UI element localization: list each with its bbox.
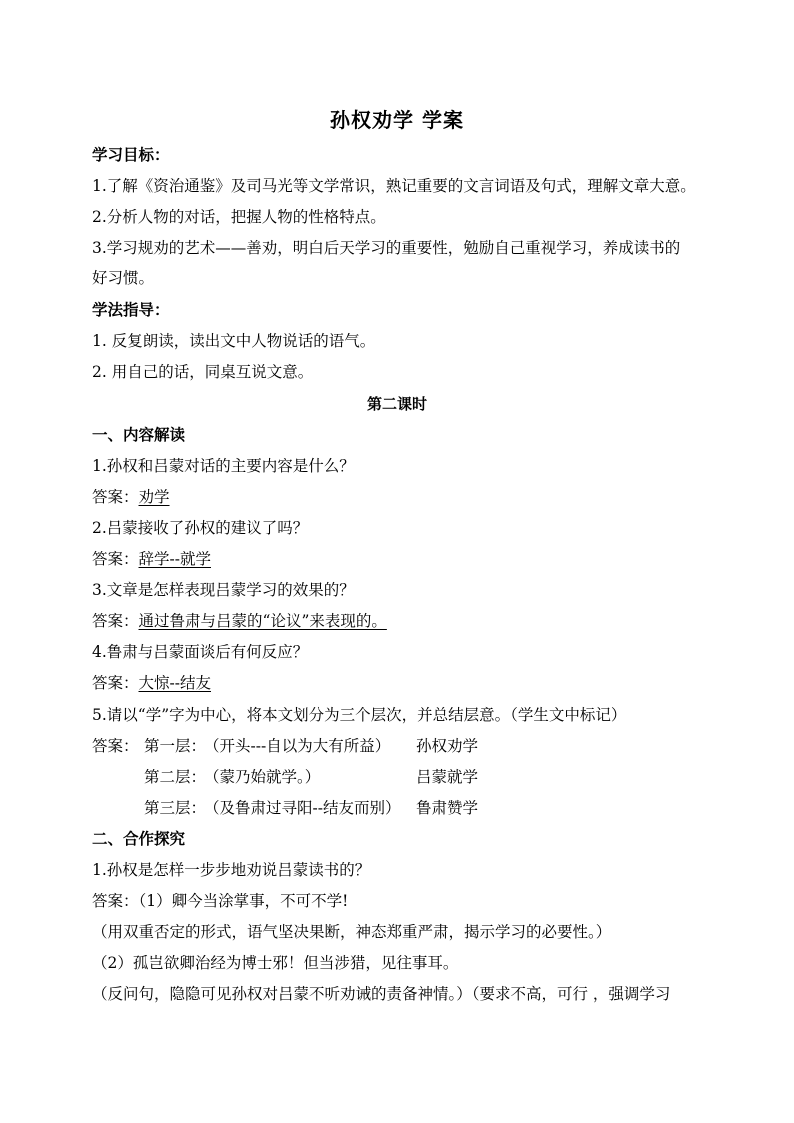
document-title: 孙权劝学 学案 <box>330 108 464 132</box>
question-4: 4.鲁肃与吕蒙面谈后有何反应？ <box>92 643 309 661</box>
section2-heading: 二、合作探究 <box>92 829 186 848</box>
objective-item-3: 3.学习规劝的艺术——善劝，明白后天学习的重要性，勉励自己重视学习，养成读书的 <box>92 239 681 257</box>
answer-label: 答案： <box>92 737 139 755</box>
objective-item-1: 1.了解《资治通鉴》及司马光等文学常识，熟记重要的文言词语及句式，理解文章大意。 <box>92 177 696 195</box>
objective-item-2: 2.分析人物的对话，把握人物的性格特点。 <box>92 208 386 226</box>
layer-2-range: （蒙乃始就学。） <box>204 768 321 786</box>
section2-answer-1-line1: （1）卿今当涂掌事，不可不学! <box>138 892 349 910</box>
answer-label: 答案： <box>92 892 139 910</box>
method-item-2: 2. 用自己的话，同桌互说文意。 <box>92 363 314 381</box>
section2-answer-1-note: （用双重否定的形式，语气坚决果断，神态郑重严肃，揭示学习的必要性。） <box>92 923 612 941</box>
layer-1-name: 第一层： <box>144 737 207 755</box>
method-item-1: 1. 反复朗读，读出文中人物说话的语气。 <box>92 332 376 350</box>
layer-1-range: （开头---自以为大有所益） <box>204 737 391 755</box>
answer-label: 答案： <box>92 612 139 630</box>
answer-label: 答案： <box>92 674 139 692</box>
answer-label: 答案： <box>92 550 139 568</box>
answer-4-text: 大惊--结友 <box>138 674 211 692</box>
layer-3-summary: 鲁肃赞学 <box>416 799 479 817</box>
section2-answer-2: （2）孤岂欲卿治经为博士邪！但当涉猎，见往事耳。 <box>92 954 459 972</box>
question-3: 3.文章是怎样表现吕蒙学习的效果的？ <box>92 581 355 599</box>
answer-1-text: 劝学 <box>138 488 170 506</box>
layer-3-range: （及鲁肃过寻阳--结友而别） <box>204 799 401 817</box>
section2-question-1: 1.孙权是怎样一步步地劝说吕蒙读书的？ <box>92 861 371 879</box>
question-2: 2.吕蒙接收了孙权的建议了吗？ <box>92 519 309 537</box>
answer-4 <box>92 671 211 695</box>
layer-3-name: 第三层： <box>144 799 207 817</box>
objectives-heading: 学习目标： <box>92 145 170 164</box>
answer-3 <box>92 609 387 633</box>
layer-2-summary: 吕蒙就学 <box>416 768 479 786</box>
answer-2 <box>92 547 211 571</box>
answer-3-text: 通过鲁肃与吕蒙的“论议”来表现的。 <box>138 612 387 630</box>
section2-answer-1 <box>92 889 348 913</box>
answer-label: 答案： <box>92 488 139 506</box>
answer-1 <box>92 485 170 509</box>
section1-heading: 一、内容解读 <box>92 425 186 444</box>
question-5: 5.请以“学”字为中心，将本文划分为三个层次，并总结层意。（学生文中标记） <box>92 706 627 724</box>
section2-answer-2-note: （反问句，隐隐可见孙权对吕蒙不听劝诫的责备神情。）（要求不高，可行 ，强调学习 <box>92 985 671 1003</box>
methods-heading: 学法指导： <box>92 300 170 319</box>
objective-item-3-continued: 好习惯。 <box>92 269 155 287</box>
question-1: 1.孙权和吕蒙对话的主要内容是什么？ <box>92 457 355 475</box>
layer-2-name: 第二层： <box>144 768 207 786</box>
answer-2-text: 辞学--就学 <box>138 550 211 568</box>
lesson-title: 第二课时 <box>366 395 427 413</box>
layer-1-summary: 孙权劝学 <box>416 737 479 755</box>
